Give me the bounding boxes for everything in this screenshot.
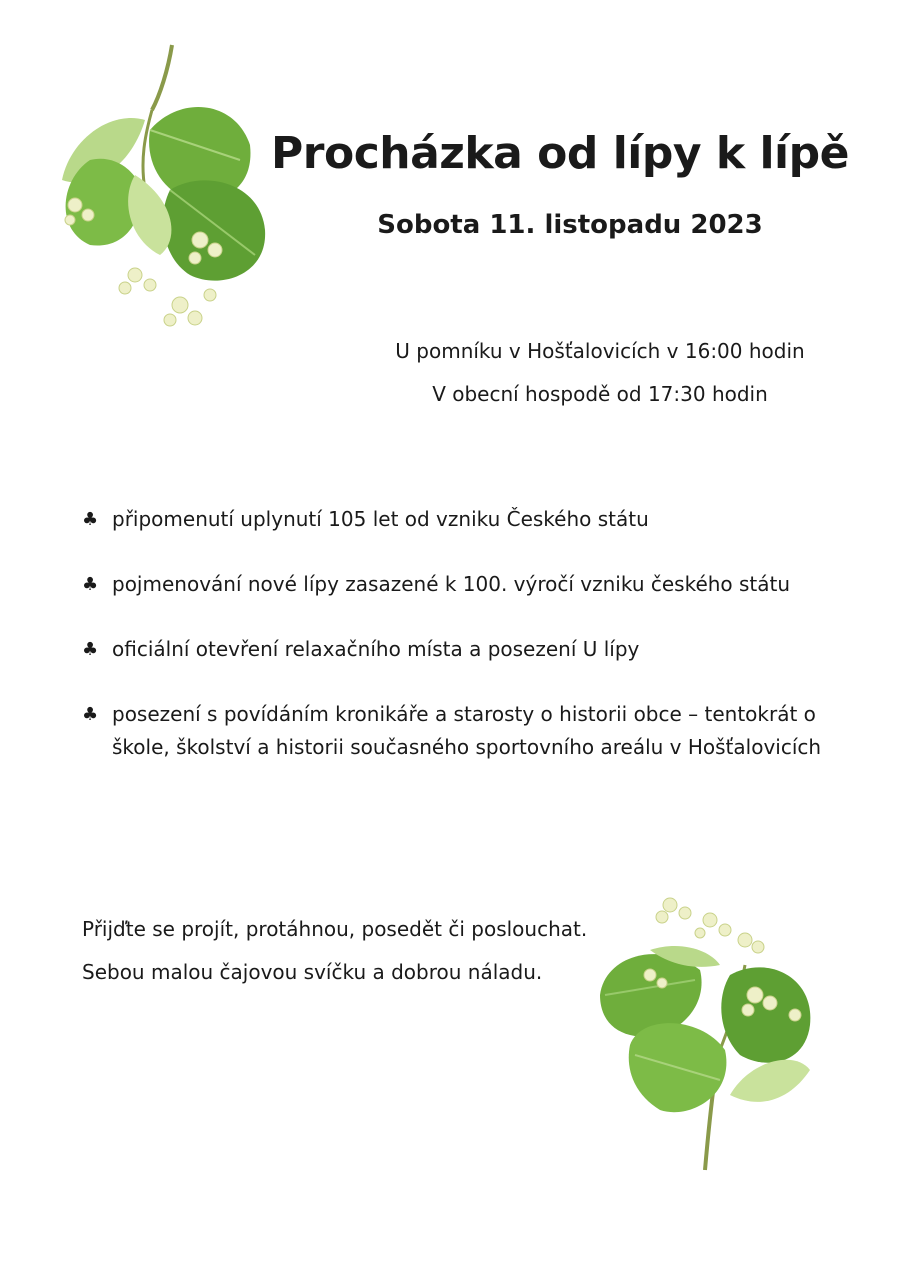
closing-line-candle: Sebou malou čajovou svíčku a dobrou náladu. [82, 960, 543, 984]
event-date: Sobota 11. listopadu 2023 [377, 210, 763, 240]
club-suit-icon: ♣ [82, 704, 99, 725]
list-item [82, 568, 872, 601]
event-title: Procházka od lípy k lípě [271, 128, 849, 179]
schedule-block [380, 330, 820, 416]
list-item [82, 503, 872, 536]
list-item [82, 633, 872, 666]
list-item-text: pojmenování nové lípy zasazené k 100. výročí vzniku českého státu [112, 572, 791, 596]
list-item-text: posezení s povídáním kronikáře a starosty o historii obce – tentokrát o škole, školství a historii současného sportovního areálu v Hošťalovicích [112, 702, 822, 759]
linden-sprig-bottom-illustration [590, 885, 830, 1185]
list-item-text: připomenutí uplynutí 105 let od vzniku Českého státu [112, 507, 649, 531]
schedule-line-pub: V obecní hospodě od 17:30 hodin [432, 382, 768, 406]
linden-sprig-top-illustration [50, 40, 280, 340]
schedule-line-monument: U pomníku v Hošťalovicích v 16:00 hodin [395, 339, 805, 363]
closing-note [82, 908, 642, 994]
list-item [82, 698, 872, 764]
club-suit-icon: ♣ [82, 574, 99, 595]
club-suit-icon: ♣ [82, 509, 99, 530]
club-suit-icon: ♣ [82, 639, 99, 660]
program-list [82, 503, 872, 796]
closing-line-invite: Přijďte se projít, protáhnou, posedět či poslouchat. [82, 917, 588, 941]
list-item-text: oficiální otevření relaxačního místa a posezení U lípy [112, 637, 640, 661]
